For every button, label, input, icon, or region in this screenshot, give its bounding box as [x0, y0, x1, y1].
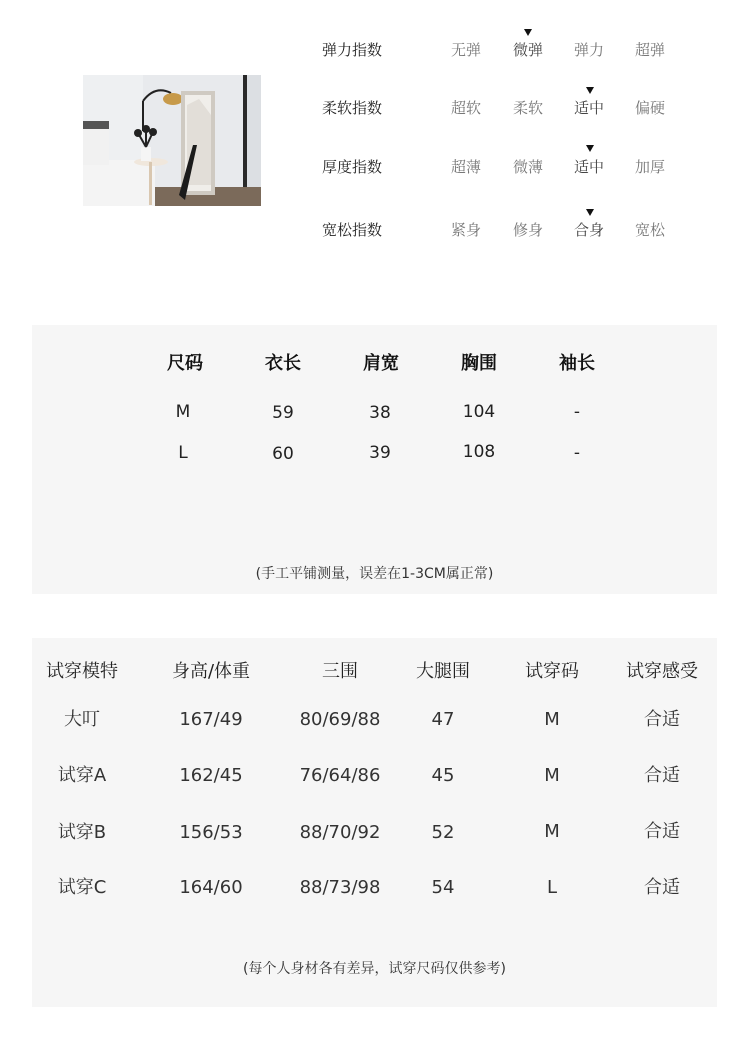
size-header: 尺码: [167, 353, 203, 374]
table-cell: M: [544, 821, 560, 842]
index-label-softness: 柔软指数: [322, 99, 383, 117]
table-cell: L: [546, 877, 558, 898]
index-option: 微薄: [512, 158, 543, 176]
table-cell: 试穿B: [57, 822, 107, 843]
table-cell: 39: [369, 443, 391, 463]
measurements-header: 三围: [322, 661, 358, 682]
table-cell: 54: [431, 877, 455, 898]
index-option-selected: 适中: [573, 99, 604, 117]
index-label-thickness: 厚度指数: [322, 158, 383, 176]
table-cell: 80/69/88: [299, 709, 381, 730]
tried-size-header: 试穿码: [525, 661, 579, 682]
table-cell: 108: [462, 442, 496, 462]
table-cell: M: [544, 709, 560, 730]
index-option-selected: 适中: [573, 158, 604, 176]
table-cell: 60: [272, 444, 294, 464]
index-option-selected: 微弹: [512, 41, 543, 59]
table-cell: 大叮: [64, 709, 100, 730]
table-cell: 59: [272, 403, 294, 423]
table-cell: M: [175, 402, 191, 422]
index-option: 加厚: [634, 158, 665, 176]
index-label-elasticity: 弹力指数: [322, 41, 383, 59]
selected-marker-icon: [586, 209, 594, 216]
index-option: 弹力: [573, 41, 604, 59]
table-cell: 47: [431, 709, 455, 730]
fit-feeling-header: 试穿感受: [626, 661, 698, 682]
table-cell: 合适: [644, 765, 680, 786]
fit-table-panel: [32, 638, 717, 1007]
table-cell: 合适: [644, 877, 680, 898]
table-cell: 试穿A: [57, 765, 107, 786]
product-photo: [83, 75, 261, 206]
index-option: 无弹: [450, 41, 481, 59]
table-cell: 试穿C: [57, 877, 107, 898]
table-cell: L: [178, 443, 188, 463]
index-label-looseness: 宽松指数: [322, 221, 383, 239]
index-option: 宽松: [634, 221, 665, 239]
bedroom-scene-image: [83, 75, 261, 206]
length-header: 衣长: [265, 353, 301, 374]
index-option: 超弹: [634, 41, 665, 59]
thigh-header: 大腿围: [416, 661, 470, 682]
table-cell: 88/70/92: [299, 822, 381, 843]
fit-reference-note: (每个人身材各有差异，试穿尺码仅供参考): [243, 961, 506, 977]
table-cell: 38: [369, 403, 391, 423]
selected-marker-icon: [586, 145, 594, 152]
sleeve-header: 袖长: [559, 353, 595, 374]
table-cell: 45: [431, 765, 455, 786]
table-cell: 88/73/98: [299, 877, 381, 898]
table-cell: M: [544, 765, 560, 786]
shoulder-header: 肩宽: [363, 353, 399, 374]
table-cell: -: [573, 443, 581, 463]
model-header: 试穿模特: [46, 661, 118, 682]
table-cell: 52: [431, 822, 455, 843]
height-weight-header: 身高/体重: [171, 661, 251, 682]
index-option: 柔软: [512, 99, 543, 117]
table-cell: 合适: [644, 821, 680, 842]
table-cell: 合适: [644, 709, 680, 730]
table-cell: -: [573, 402, 581, 422]
size-chart-panel: [32, 325, 717, 594]
table-cell: 167/49: [179, 709, 243, 730]
selected-marker-icon: [524, 29, 532, 36]
index-option-selected: 合身: [573, 221, 604, 239]
selected-marker-icon: [586, 87, 594, 94]
index-option: 紧身: [450, 221, 481, 239]
chest-header: 胸围: [461, 353, 497, 374]
table-cell: 164/60: [179, 877, 243, 898]
table-cell: 162/45: [179, 765, 243, 786]
index-option: 偏硬: [634, 99, 665, 117]
measurement-note: (手工平铺测量，误差在1-3CM属正常): [255, 566, 494, 582]
table-cell: 76/64/86: [299, 765, 381, 786]
index-option: 修身: [512, 221, 543, 239]
index-option: 超薄: [450, 158, 481, 176]
table-cell: 156/53: [179, 822, 243, 843]
table-cell: 104: [462, 402, 496, 422]
index-option: 超软: [450, 99, 481, 117]
